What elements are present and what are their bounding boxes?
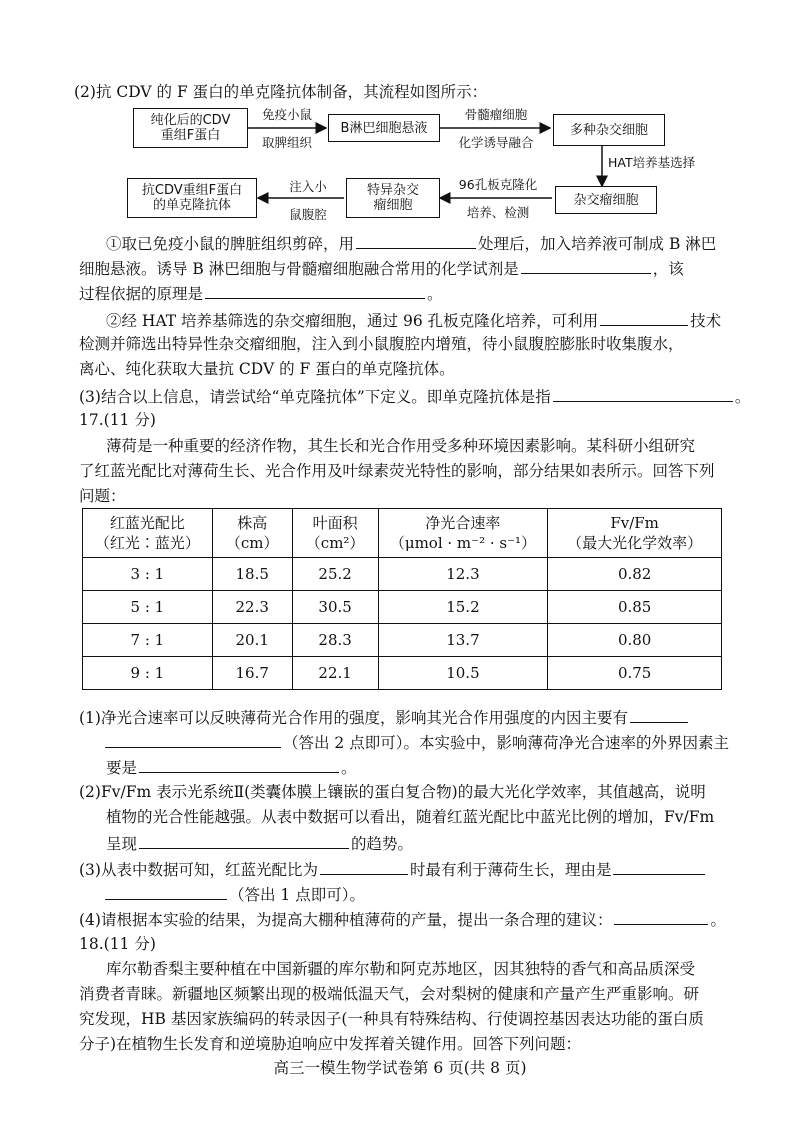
header-height: 株高 （cm） <box>212 509 292 558</box>
q18-header: 18.(11 分) <box>79 935 156 953</box>
answer-blank[interactable] <box>614 908 708 925</box>
header-leaf-area: 叶面积 （cm²） <box>292 509 378 558</box>
q16-sub1-line1: ①取已免疫小鼠的脾脏组织剪碎，用 处理后，加入培养液可制成 B 淋巴 <box>106 232 716 254</box>
results-table <box>82 508 722 690</box>
q17-intro-line1: 薄荷是一种重要的经济作物，其生长和光合作用受多种环境因素影响。某科研小组研究 <box>106 437 696 455</box>
flow-label-cloning: 96孔板克隆化 培养、检测 <box>458 177 538 220</box>
answer-blank[interactable] <box>205 282 425 299</box>
table-row: 9 : 1 16.7 22.1 10.5 0.75 <box>83 657 722 690</box>
flow-box-b-cell-suspension: B淋巴细胞悬液 <box>328 114 440 142</box>
table-row: 3 : 1 18.5 25.2 12.3 0.82 <box>83 558 722 591</box>
page-footer: 高三一模生物学试卷第 6 页(共 8 页) <box>273 1059 527 1077</box>
q17-part3-line2: （答出 1 点即可）。 <box>79 883 365 905</box>
q17-part2-line3: 呈现 的趋势。 <box>106 832 413 854</box>
flow-box-specific-hybridoma: 特异杂交 瘤细胞 <box>346 178 440 218</box>
answer-blank[interactable] <box>139 756 339 773</box>
flow-label-fusion: 骨髓瘤细胞 化学诱导融合 <box>458 107 534 150</box>
q16-sub1-line3: 过程依据的原理是 。 <box>79 282 443 304</box>
q18-line3: 究发现，HB 基因家族编码的转录因子(一种具有特殊结构、行使调控基因表达功能的蛋白质 <box>79 1010 704 1028</box>
header-net-photosynthesis: 净光合速率 （μmol · m⁻² · s⁻¹） <box>378 509 548 558</box>
q16-part3: (3)结合以上信息，请尝试给“单克隆抗体”下定义。即单克隆抗体是指 。 <box>79 385 750 407</box>
table-row: 5 : 1 22.3 30.5 15.2 0.85 <box>83 591 722 624</box>
q17-part4: (4)请根据本实验的结果，为提高大棚种植薄荷的产量，提出一条合理的建议： 。 <box>79 908 726 930</box>
table-row: 7 : 1 20.1 28.3 13.7 0.80 <box>83 624 722 657</box>
flow-box-hybridoma: 杂交瘤细胞 <box>555 186 657 214</box>
flow-box-cdv-protein: 纯化后的CDV 重组F蛋白 <box>133 108 248 148</box>
flow-label-inject: 注入小 鼠腹腔 <box>289 179 327 222</box>
flow-box-monoclonal-antibody: 抗CDV重组F蛋白 的单克隆抗体 <box>127 178 257 218</box>
q17-part1-line3: 要是 。 <box>106 756 357 778</box>
answer-blank[interactable] <box>105 883 227 900</box>
answer-blank[interactable] <box>356 232 476 249</box>
flow-box-hybrid-cells: 多种杂交细胞 <box>553 114 665 146</box>
q18-line2: 消费者青睐。新疆地区频繁出现的极端低温天气，会对梨树的健康和产量产生严重影响。研 <box>79 985 700 1003</box>
q17-part1-line2: （答出 2 点即可）。本实验中，影响薄荷净光合速率的外界因素主 <box>79 731 729 753</box>
header-ratio: 红蓝光配比 （红光∶蓝光） <box>83 509 213 558</box>
q17-intro-line2: 了红蓝光配比对薄荷生长、光合作用及叶绿素荧光特性的影响，部分结果如表所示。回答下列 <box>79 462 715 480</box>
flow-label-immunize: 免疫小鼠 取脾组织 <box>261 107 312 150</box>
answer-blank[interactable] <box>139 832 349 849</box>
q16-sub1-line2: 细胞悬液。诱导 B 淋巴细胞与骨髓瘤细胞融合常用的化学试剂是 ，该 <box>79 257 684 279</box>
q18-line4: 分子)在植物生长发育和逆境胁迫响应中发挥着关键作用。回答下列问题： <box>79 1035 582 1053</box>
answer-blank[interactable] <box>320 858 408 875</box>
q16-sub2-line2: 检测并筛选出特异性杂交瘤细胞，注入到小鼠腹腔内增殖，待小鼠腹腔膨胀时收集腹水， <box>79 335 684 353</box>
q17-part2-line1: (2)Fv/Fm 表示光系统Ⅱ(类囊体膜上镶嵌的蛋白复合物)的最大光化学效率，其值越高，说明 <box>79 783 706 801</box>
answer-blank[interactable] <box>105 731 281 748</box>
q18-line1: 库尔勒香梨主要种植在中国新疆的库尔勒和阿克苏地区，因其独特的香气和高品质深受 <box>106 960 696 978</box>
q17-part1-line1: (1)净光合速率可以反映薄荷光合作用的强度，影响其光合作用强度的内因主要有 <box>79 706 690 728</box>
header-fvfm: Fv/Fm （最大光化学效率） <box>548 509 722 558</box>
q16-sub2-line1: ②经 HAT 培养基筛选的杂交瘤细胞，通过 96 孔板克隆化培养，可利用 技术 <box>106 309 721 331</box>
answer-blank[interactable] <box>521 257 651 274</box>
q16-sub2-line3: 离心、纯化获取大量抗 CDV 的 F 蛋白的单克隆抗体。 <box>79 360 455 378</box>
answer-blank[interactable] <box>553 385 733 402</box>
q17-intro-line3: 问题： <box>79 487 126 505</box>
answer-blank[interactable] <box>630 706 688 723</box>
q17-part2-line2: 植物的光合性能越强。从表中数据可以看出，随着红蓝光配比中蓝光比例的增加，Fv/Fm <box>106 808 715 826</box>
table-header-row <box>83 509 722 558</box>
q17-part3-line1: (3)从表中数据可知，红蓝光配比为 时最有利于薄荷生长，理由是 <box>79 858 707 880</box>
answer-blank[interactable] <box>600 309 688 326</box>
answer-blank[interactable] <box>613 858 705 875</box>
q16-part2-intro: (2)抗 CDV 的 F 蛋白的单克隆抗体制备，其流程如图所示： <box>74 83 488 101</box>
q17-header: 17.(11 分) <box>79 411 156 429</box>
flow-label-hat-selection: HAT培养基选择 <box>608 155 696 170</box>
